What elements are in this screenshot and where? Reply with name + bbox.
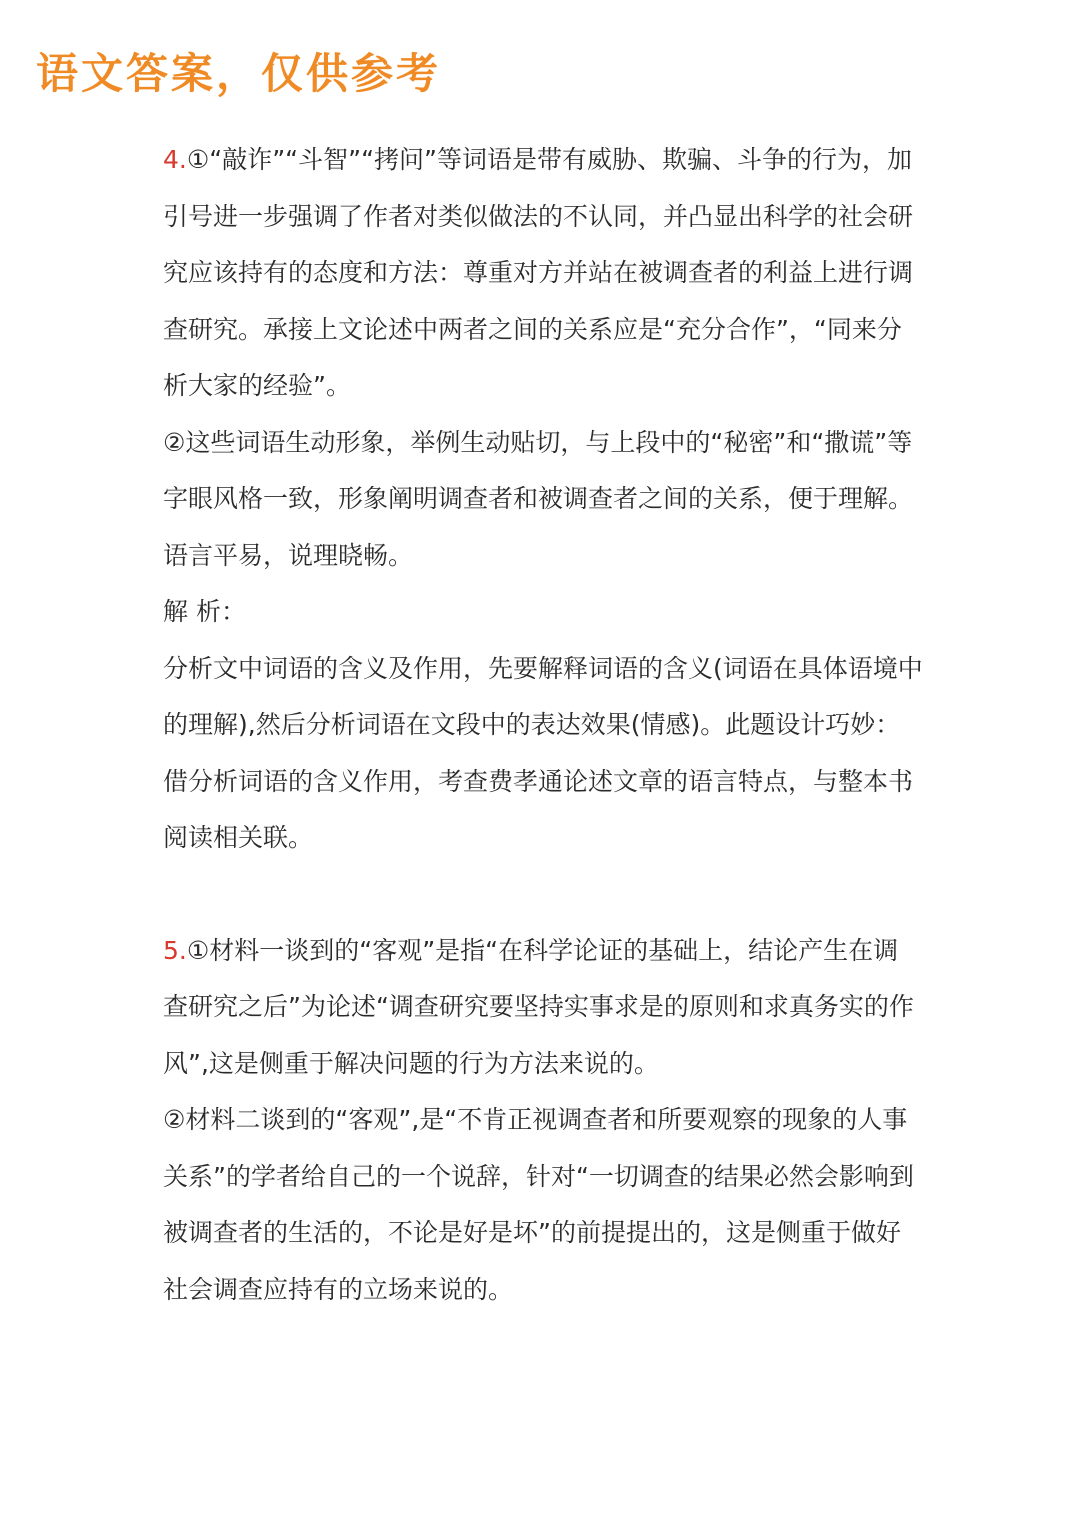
question-number: 4. [163,145,187,174]
answer-text: ①材料一谈到的“客观”是指“在科学论证的基础上，结论产生在调查研究之后”为论述“调查研究要坚持实事求是的原则和求真务实的作风”,这是侧重于解决问题的行为方法来说的。 [163,935,914,1078]
answer-content [163,132,923,1318]
answer-5 [163,923,923,1319]
page-title: 语文答案，仅供参考 [36,49,442,98]
section-spacer [163,867,923,923]
answer-text: ①“敲诈”“斗智”“拷问”等词语是带有威胁、欺骗、斗争的行为，加引号进一步强调了作者对类似做法的不认同，并凸显出科学的社会研究应该持有的态度和方法：尊重对方并站在被调查者的利益上进行调查研究。承接上文论述中两者之间的关系应是“充分合作”，“同来分析大家的经验”。 [163,145,914,400]
analysis-text: 分析文中词语的含义及作用，先要解释词语的含义(词语在具体语境中的理解),然后分析词语在文段中的表达效果(情感)。此题设计巧妙：借分析词语的含义作用，考查费孝通论述文章的语言特点，与整本书阅读相关联。 [163,653,923,852]
answer-4-part-2: ②这些词语生动形象，举例生动贴切，与上段中的“秘密”和“撒谎”等字眼风格一致，形象阐明调查者和被调查者之间的关系，便于理解。语言平易，说理晓畅。 [163,427,914,570]
analysis-heading: 解 析： [163,597,246,626]
question-number: 5. [163,935,187,965]
answer-5-part-1 [163,923,923,1093]
answer-4-part-1 [163,132,923,415]
answer-4 [163,132,923,867]
answer-5-part-2: ②材料二谈到的“客观”,是“不肯正视调查者和所要观察的现象的人事关系”的学者给自己的一个说辞，针对“一切调查的结果必然会影响到被调查者的生活的，不论是好是坏”的前提提出的，这是侧重于做好社会调查应持有的立场来说的。 [163,1105,914,1304]
